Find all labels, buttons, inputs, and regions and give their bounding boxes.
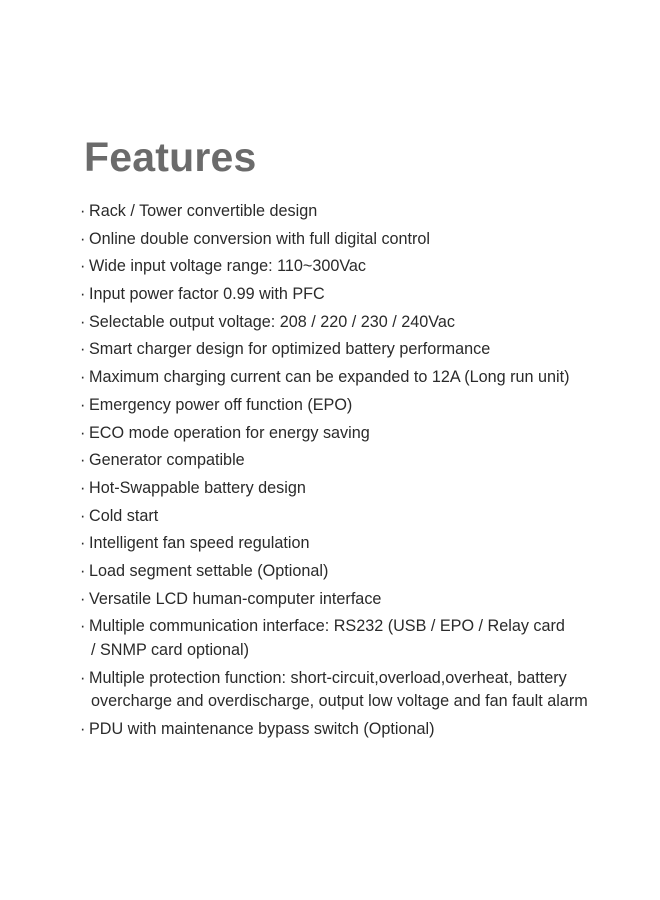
feature-text: Intelligent fan speed regulation [89,534,310,553]
feature-text: Selectable output voltage: 208 / 220 / 230 / 240Vac [89,312,455,331]
feature-text-continuation: overcharge and overdischarge, output low voltage and fan fault alarm [91,692,588,710]
bullet: · [80,229,86,248]
list-item [80,338,640,362]
list-item [80,532,640,556]
bullet: · [80,312,86,331]
list-item [80,228,640,252]
list-item [80,311,640,335]
feature-text: Cold start [89,506,159,525]
feature-text: Hot-Swappable battery design [89,478,306,497]
feature-text: Online double conversion with full digital control [89,229,431,248]
feature-text: Rack / Tower convertible design [89,202,318,220]
list-item [80,394,640,418]
feature-text: Input power factor 0.99 with PFC [89,285,325,304]
feature-text: Versatile LCD human-computer interface [89,589,382,608]
feature-text: Smart charger design for optimized battery performance [89,340,491,359]
feature-text-continuation: / SNMP card optional) [91,640,250,659]
bullet: · [80,668,86,687]
bullet: · [80,719,86,738]
list-item [80,255,640,279]
list-item [80,615,640,662]
list-item [80,283,640,307]
feature-text: Multiple protection function: short-circuit,overload,overheat, battery [89,668,567,687]
feature-text: Emergency power off function (EPO) [89,395,353,414]
list-item [80,449,640,473]
list-item [80,422,640,446]
feature-text: Multiple communication interface: RS232 (USB / EPO / Relay card [89,617,565,636]
list-item [80,667,640,714]
bullet: · [80,478,86,497]
page-title: Features [84,134,257,180]
feature-text: Wide input voltage range: 110~300Vac [89,257,367,276]
list-item [80,477,640,501]
bullet: · [80,506,86,525]
bullet: · [80,534,86,553]
list-item [80,718,640,742]
list-item [80,200,640,224]
feature-text-wrapper [89,615,640,662]
list-item [80,588,640,612]
bullet: · [80,340,86,359]
feature-text-wrapper [89,667,640,714]
feature-text: Maximum charging current can be expanded to 12A (Long run unit) [89,368,570,387]
bullet: · [80,617,86,636]
list-item [80,560,640,584]
feature-text: ECO mode operation for energy saving [89,423,370,442]
bullet: · [80,368,86,387]
list-item [80,366,640,390]
bullet: · [80,202,86,220]
feature-text: Load segment settable (Optional) [89,561,329,580]
feature-text: Generator compatible [89,451,245,470]
list-item [80,505,640,529]
feature-list [80,200,640,745]
bullet: · [80,589,86,608]
bullet: · [80,285,86,304]
feature-text: PDU with maintenance bypass switch (Optional) [89,719,435,738]
bullet: · [80,395,86,414]
bullet: · [80,451,86,470]
bullet: · [80,257,86,276]
bullet: · [80,423,86,442]
bullet: · [80,561,86,580]
